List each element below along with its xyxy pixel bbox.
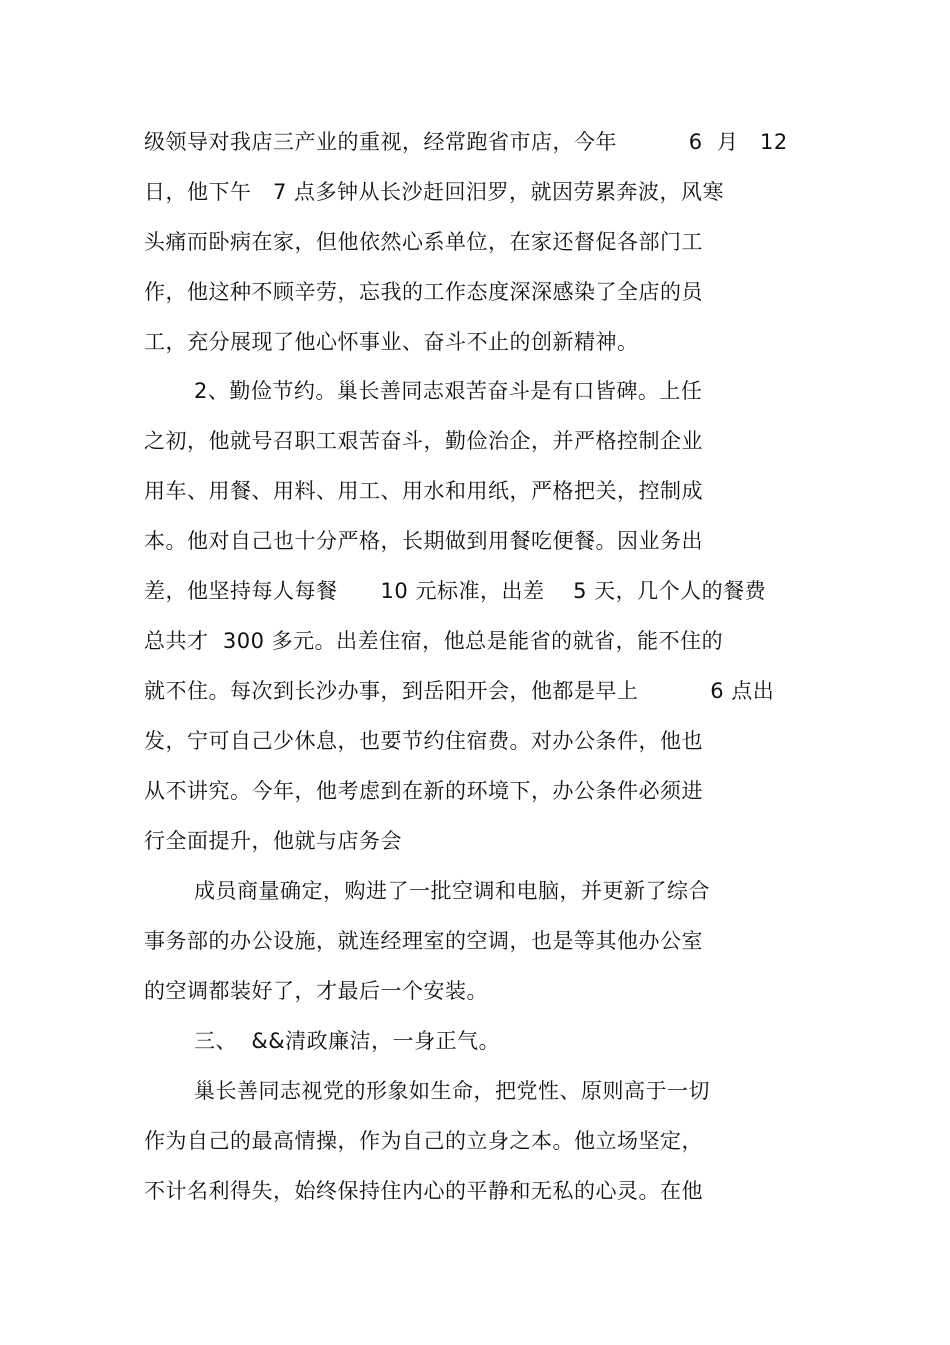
text-line-10: 差，他坚持每人每餐 10 元标准，出差 5 天，几个人的餐费 [144, 579, 767, 603]
text-line-3: 头痛而卧病在家，但他依然心系单位，在家还督促各部门工 [144, 230, 703, 254]
text-line-17: 事务部的办公设施，就连经理室的空调，也是等其他办公室 [144, 929, 703, 953]
text-line-4: 作，他这种不顾辛劳，忘我的工作态度深深感染了全店的员 [144, 280, 703, 304]
text-line-22: 不计名利得失，始终保持住内心的平静和无私的心灵。在他 [144, 1179, 703, 1203]
text-line-21: 作为自己的最高情操，作为自己的立身之本。他立场坚定， [144, 1129, 703, 1153]
text-line-11: 总共才 300 多元。出差住宿，他总是能省的就省，能不住的 [144, 629, 724, 653]
text-line-14: 从不讲究。今年，他考虑到在新的环境下，办公条件必须进 [144, 779, 703, 803]
text-line-6: 2、勤俭节约。巢长善同志艰苦奋斗是有口皆碑。上任 [194, 379, 703, 403]
text-line-1: 级领导对我店三产业的重视，经常跑省市店，今年 6 月 12 [144, 130, 788, 154]
text-line-5: 工，充分展现了他心怀事业、奋斗不止的创新精神。 [144, 330, 639, 354]
text-line-15: 行全面提升，他就与店务会 [144, 829, 402, 853]
text-line-19: 三、 &&清政廉洁，一身正气。 [194, 1029, 501, 1053]
text-line-20: 巢长善同志视党的形象如生命，把党性、原则高于一切 [194, 1079, 710, 1103]
text-line-13: 发，宁可自己少休息，也要节约住宿费。对办公条件，他也 [144, 729, 703, 753]
text-line-12: 就不住。每次到长沙办事，到岳阳开会，他都是早上 6 点出 [144, 679, 775, 703]
text-line-7: 之初，他就号召职工艰苦奋斗，勤俭治企，并严格控制企业 [144, 429, 703, 453]
text-line-2: 日，他下午 7 点多钟从长沙赶回汨罗，就因劳累奔波，风寒 [144, 180, 725, 204]
text-line-9: 本。他对自己也十分严格，长期做到用餐吃便餐。因业务出 [144, 529, 703, 553]
text-line-16: 成员商量确定，购进了一批空调和电脑，并更新了综合 [194, 879, 710, 903]
text-line-18: 的空调都装好了，才最后一个安装。 [144, 979, 488, 1003]
text-line-8: 用车、用餐、用料、用工、用水和用纸，严格把关，控制成 [144, 479, 703, 503]
